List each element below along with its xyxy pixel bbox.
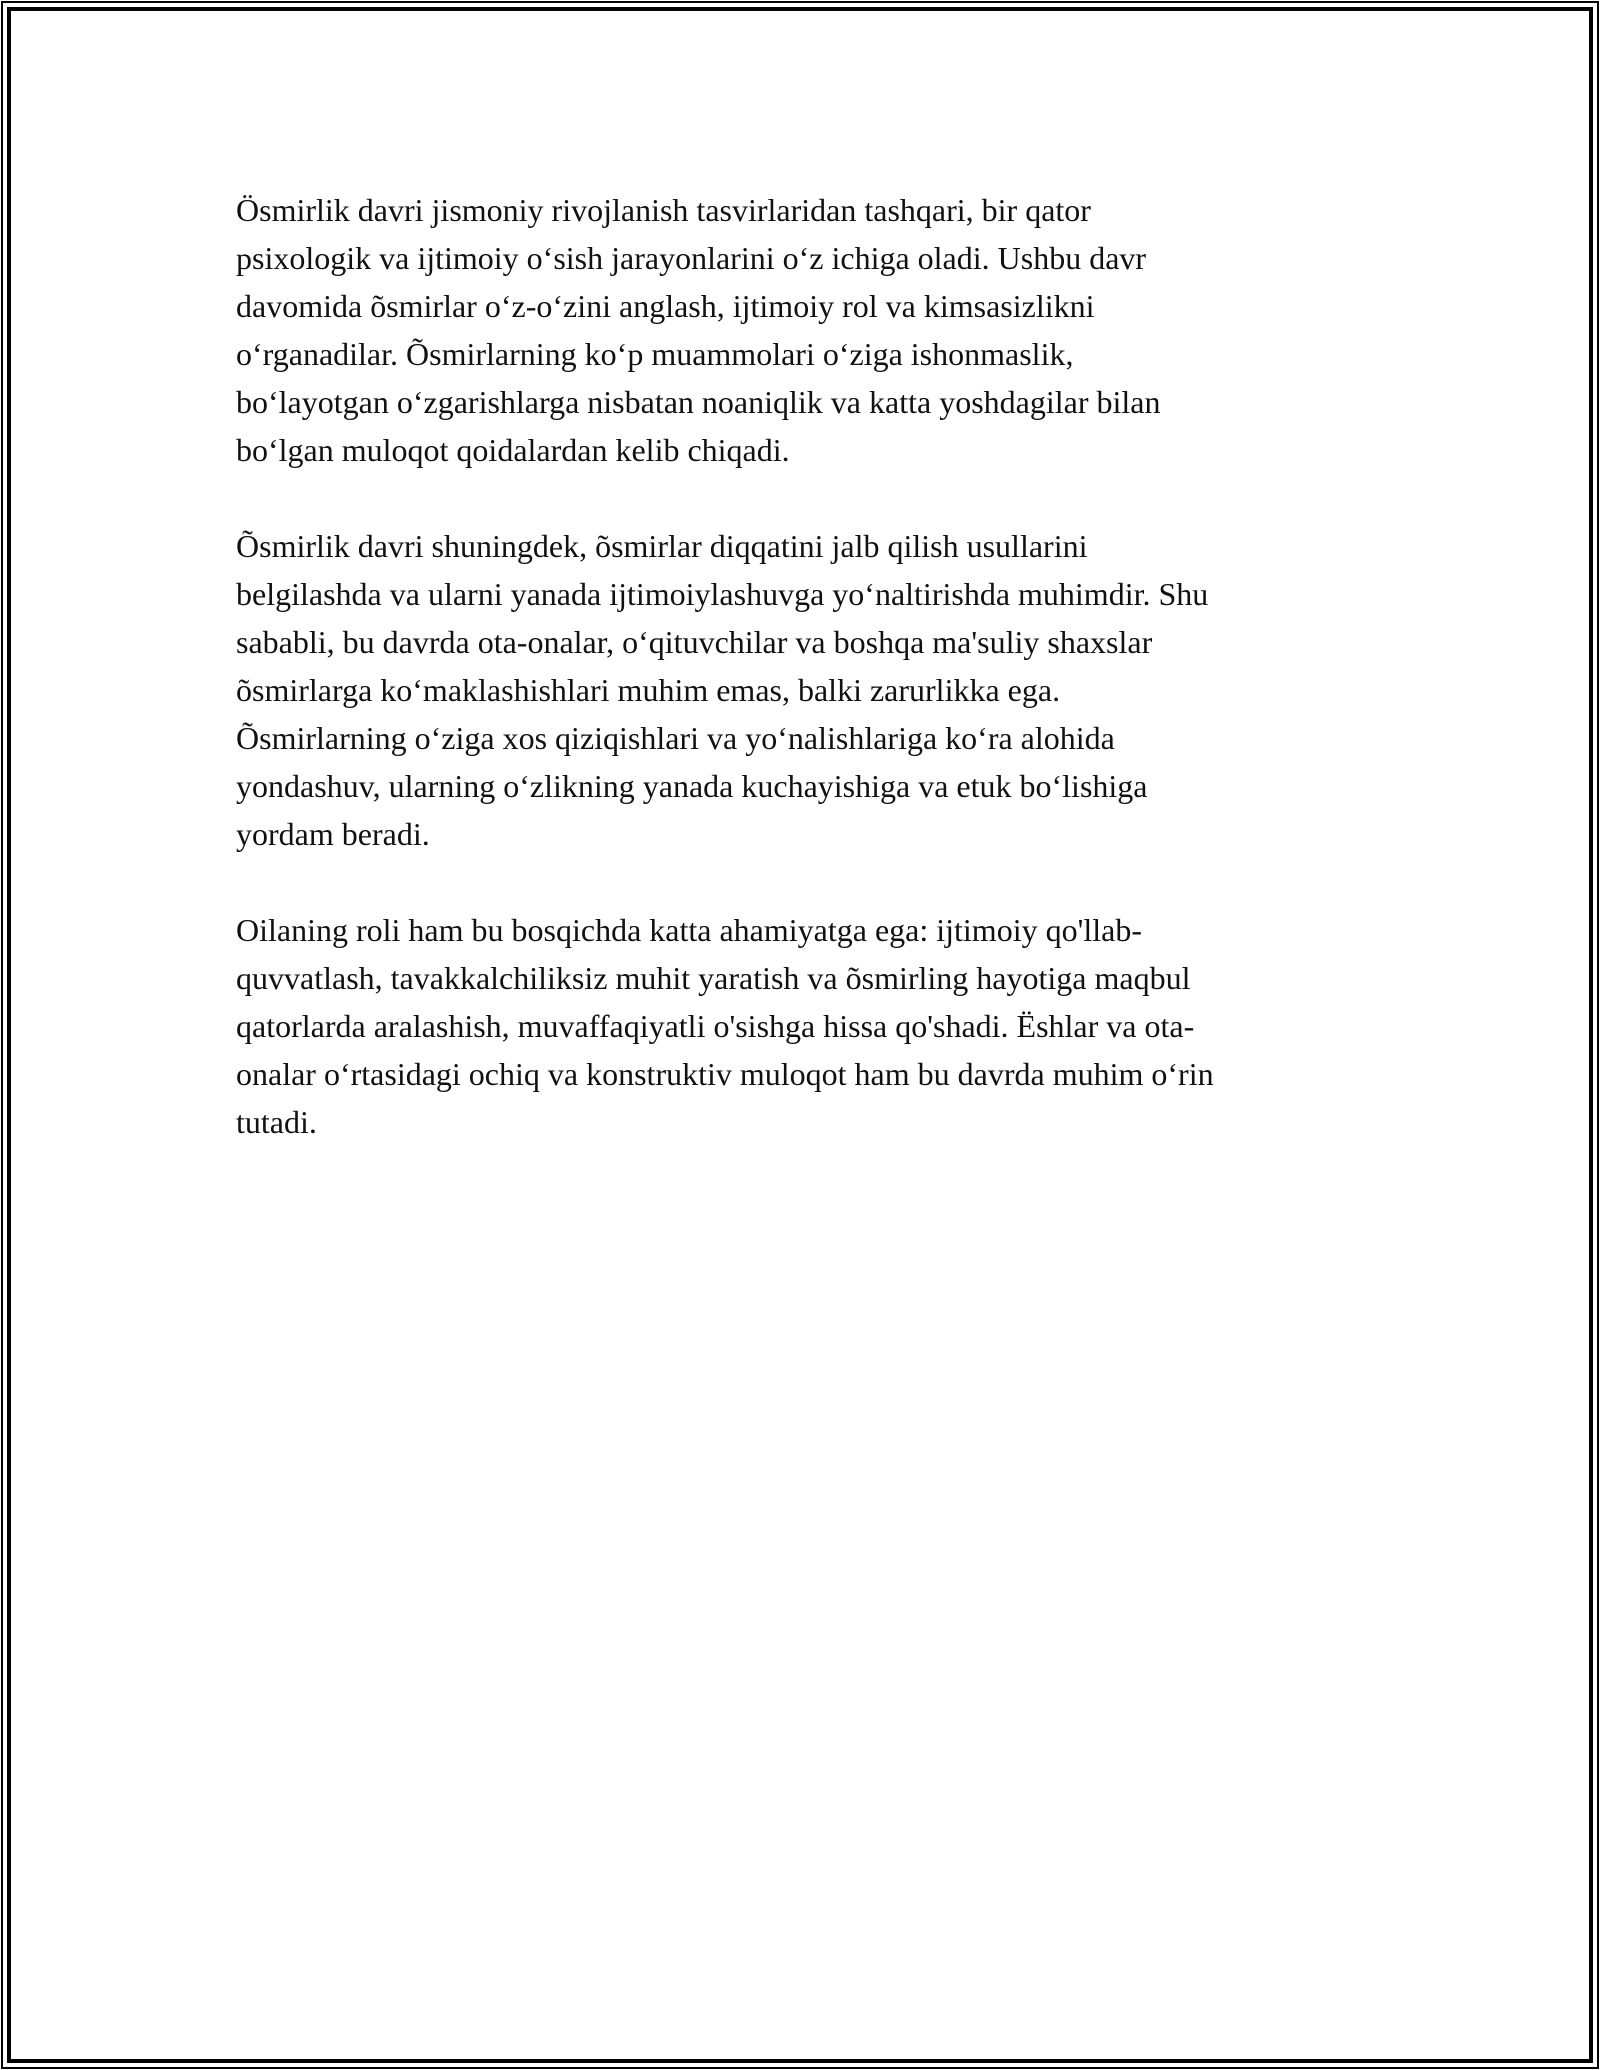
text-line: Ösmirlik davri jismoniy rivojlanish tasvirlaridan tashqari, bir qator	[236, 192, 1091, 228]
text-line: sababli, bu davrda ota-onalar, oʻqituvchilar va boshqa ma'suliy shaxslar	[236, 624, 1153, 660]
text-line: Õsmirlik davri shuningdek, õsmirlar diqqatini jalb qilish usullarini	[236, 528, 1088, 564]
text-line: Õsmirlarning oʻziga xos qiziqishlari va yoʻnalishlariga koʻra alohida	[236, 720, 1115, 756]
text-line: yondashuv, ularning oʻzlikning yanada kuchayishiga va etuk boʻlishiga	[236, 768, 1148, 804]
text-line: boʻlayotgan oʻzgarishlarga nisbatan noaniqlik va katta yoshdagilar bilan	[236, 384, 1161, 420]
text-line: yordam beradi.	[236, 816, 430, 852]
document-body	[236, 186, 1364, 1194]
text-line: õsmirlarga koʻmaklashishlari muhim emas, balki zarurlikka ega.	[236, 672, 1061, 708]
paragraph-3	[236, 906, 1364, 1146]
text-line: onalar oʻrtasidagi ochiq va konstruktiv muloqot ham bu davrda muhim oʻrin	[236, 1056, 1214, 1092]
paragraph-1	[236, 186, 1364, 474]
paragraph-2	[236, 522, 1364, 858]
text-line: boʻlgan muloqot qoidalardan kelib chiqadi.	[236, 432, 790, 468]
text-line: oʻrganadilar. Õsmirlarning koʻp muammolari oʻziga ishonmaslik,	[236, 336, 1074, 372]
text-line: tutadi.	[236, 1104, 317, 1140]
text-line: Oilaning roli ham bu bosqichda katta ahamiyatga ega: ijtimoiy qo'llab-	[236, 912, 1142, 948]
text-line: belgilashda va ularni yanada ijtimoiylashuvga yoʻnaltirishda muhimdir. Shu	[236, 576, 1209, 612]
text-line: qatorlarda aralashish, muvaffaqiyatli o'sishga hissa qo'shadi. Ëshlar va ota-	[236, 1008, 1195, 1044]
text-line: davomida õsmirlar oʻz-oʻzini anglash, ijtimoiy rol va kimsasizlikni	[236, 288, 1095, 324]
text-line: psixologik va ijtimoiy oʻsish jarayonlarini oʻz ichiga oladi. Ushbu davr	[236, 240, 1147, 276]
text-line: quvvatlash, tavakkalchiliksiz muhit yaratish va õsmirling hayotiga maqbul	[236, 960, 1191, 996]
